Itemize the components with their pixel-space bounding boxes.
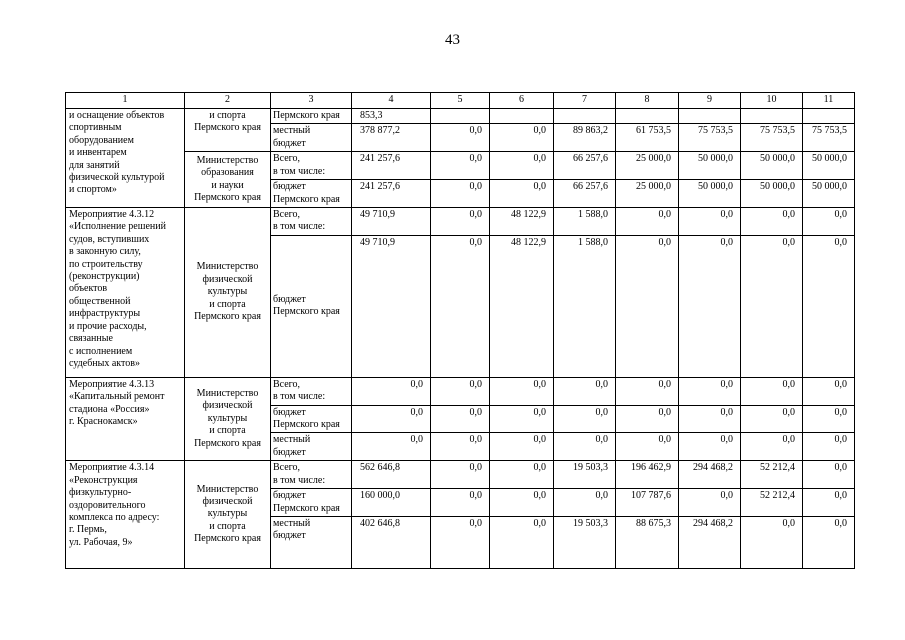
amount-cell: 50 000,0 xyxy=(803,152,855,180)
amount-cell: 0,0 xyxy=(490,152,554,180)
amount-cell: 0,0 xyxy=(352,433,431,461)
column-number: 9 xyxy=(679,93,741,109)
amount-cell: 160 000,0 xyxy=(352,489,431,517)
amount-cell: 241 257,6 xyxy=(352,180,431,208)
amount-cell: 50 000,0 xyxy=(803,180,855,208)
funding-source: Всего, в том числе: xyxy=(271,377,352,405)
executor-cell: Министерство физической культуры и спорта Пермского края xyxy=(185,208,271,378)
amount-cell xyxy=(490,109,554,124)
amount-cell: 0,0 xyxy=(616,405,679,433)
amount-cell: 0,0 xyxy=(490,180,554,208)
column-number: 11 xyxy=(803,93,855,109)
amount-cell: 0,0 xyxy=(741,405,803,433)
executor-cell: Министерство образования и науки Пермского края xyxy=(185,152,271,208)
amount-cell: 0,0 xyxy=(803,208,855,236)
amount-cell: 0,0 xyxy=(431,489,490,517)
amount-cell: 49 710,9 xyxy=(352,208,431,236)
financing-table xyxy=(65,92,855,569)
amount-cell: 0,0 xyxy=(431,235,490,377)
amount-cell: 0,0 xyxy=(741,208,803,236)
amount-cell: 0,0 xyxy=(741,433,803,461)
amount-cell xyxy=(616,109,679,124)
executor-cell: Министерство физической культуры и спорта Пермского края xyxy=(185,461,271,569)
amount-cell: 0,0 xyxy=(803,489,855,517)
column-number: 4 xyxy=(352,93,431,109)
funding-source: бюджет Пермского края xyxy=(271,180,352,208)
amount-cell: 0,0 xyxy=(679,235,741,377)
amount-cell: 0,0 xyxy=(431,516,490,568)
amount-cell: 48 122,9 xyxy=(490,208,554,236)
amount-cell: 294 468,2 xyxy=(679,516,741,568)
amount-cell: 52 212,4 xyxy=(741,461,803,489)
amount-cell: 75 753,5 xyxy=(741,124,803,152)
page-number: 43 xyxy=(445,32,460,48)
amount-cell: 49 710,9 xyxy=(352,235,431,377)
amount-cell: 0,0 xyxy=(679,377,741,405)
amount-cell: 0,0 xyxy=(431,180,490,208)
amount-cell: 0,0 xyxy=(741,516,803,568)
executor-cell: и спорта Пермского края xyxy=(185,109,271,152)
table-row xyxy=(66,109,855,124)
executor-cell: Министерство физической культуры и спорта Пермского края xyxy=(185,377,271,460)
amount-cell: 0,0 xyxy=(803,405,855,433)
amount-cell: 0,0 xyxy=(803,461,855,489)
event-description: Мероприятие 4.3.14 «Реконструкция физкультурно- оздоровительного комплекса по адресу: г. Пермь, ул. Рабочая, 9» xyxy=(66,461,185,569)
amount-cell: 0,0 xyxy=(490,461,554,489)
amount-cell: 0,0 xyxy=(554,377,616,405)
amount-cell: 50 000,0 xyxy=(741,152,803,180)
amount-cell: 0,0 xyxy=(616,433,679,461)
amount-cell xyxy=(431,109,490,124)
table-row xyxy=(66,208,855,236)
amount-cell: 0,0 xyxy=(490,516,554,568)
amount-cell: 0,0 xyxy=(803,377,855,405)
amount-cell: 241 257,6 xyxy=(352,152,431,180)
funding-source: местный бюджет xyxy=(271,433,352,461)
column-number: 10 xyxy=(741,93,803,109)
table-row xyxy=(66,152,855,180)
amount-cell: 19 503,3 xyxy=(554,516,616,568)
amount-cell: 50 000,0 xyxy=(741,180,803,208)
amount-cell xyxy=(741,109,803,124)
amount-cell xyxy=(803,109,855,124)
column-number: 3 xyxy=(271,93,352,109)
amount-cell: 0,0 xyxy=(431,461,490,489)
amount-cell: 1 588,0 xyxy=(554,235,616,377)
column-number: 6 xyxy=(490,93,554,109)
amount-cell: 0,0 xyxy=(490,489,554,517)
amount-cell: 52 212,4 xyxy=(741,489,803,517)
amount-cell: 0,0 xyxy=(490,433,554,461)
amount-cell: 0,0 xyxy=(803,235,855,377)
amount-cell: 0,0 xyxy=(554,405,616,433)
amount-cell: 0,0 xyxy=(554,489,616,517)
amount-cell: 0,0 xyxy=(431,377,490,405)
amount-cell: 196 462,9 xyxy=(616,461,679,489)
amount-cell: 89 863,2 xyxy=(554,124,616,152)
amount-cell: 0,0 xyxy=(679,208,741,236)
amount-cell: 0,0 xyxy=(352,405,431,433)
amount-cell: 0,0 xyxy=(741,377,803,405)
amount-cell: 48 122,9 xyxy=(490,235,554,377)
table-row xyxy=(66,377,855,405)
amount-cell: 25 000,0 xyxy=(616,152,679,180)
amount-cell: 0,0 xyxy=(490,377,554,405)
amount-cell: 0,0 xyxy=(431,405,490,433)
amount-cell xyxy=(554,109,616,124)
funding-source: Всего, в том числе: xyxy=(271,152,352,180)
amount-cell: 19 503,3 xyxy=(554,461,616,489)
amount-cell: 25 000,0 xyxy=(616,180,679,208)
amount-cell: 853,3 xyxy=(352,109,431,124)
amount-cell: 0,0 xyxy=(490,124,554,152)
amount-cell: 0,0 xyxy=(431,124,490,152)
amount-cell: 402 646,8 xyxy=(352,516,431,568)
funding-source: местный бюджет xyxy=(271,516,352,568)
amount-cell: 378 877,2 xyxy=(352,124,431,152)
amount-cell: 88 675,3 xyxy=(616,516,679,568)
funding-source: бюджет Пермского края xyxy=(271,489,352,517)
amount-cell: 562 646,8 xyxy=(352,461,431,489)
event-description: Мероприятие 4.3.13 «Капитальный ремонт стадиона «Россия» г. Краснокамск» xyxy=(66,377,185,460)
amount-cell: 75 753,5 xyxy=(679,124,741,152)
amount-cell: 107 787,6 xyxy=(616,489,679,517)
amount-cell: 66 257,6 xyxy=(554,152,616,180)
column-number: 8 xyxy=(616,93,679,109)
funding-source: Пермского края xyxy=(271,109,352,124)
amount-cell: 0,0 xyxy=(431,152,490,180)
amount-cell: 294 468,2 xyxy=(679,461,741,489)
amount-cell: 0,0 xyxy=(679,405,741,433)
amount-cell: 0,0 xyxy=(616,377,679,405)
column-number: 5 xyxy=(431,93,490,109)
funding-source: бюджет Пермского края xyxy=(271,235,352,377)
event-description: и оснащение объектов спортивным оборудованием и инвентарем для занятий физической культурой и спортом» xyxy=(66,109,185,208)
amount-cell: 0,0 xyxy=(741,235,803,377)
amount-cell: 75 753,5 xyxy=(803,124,855,152)
amount-cell: 66 257,6 xyxy=(554,180,616,208)
amount-cell: 50 000,0 xyxy=(679,152,741,180)
amount-cell: 0,0 xyxy=(431,208,490,236)
amount-cell: 0,0 xyxy=(431,433,490,461)
amount-cell: 0,0 xyxy=(554,433,616,461)
amount-cell: 1 588,0 xyxy=(554,208,616,236)
amount-cell xyxy=(679,109,741,124)
funding-source: бюджет Пермского края xyxy=(271,405,352,433)
table-row xyxy=(66,461,855,489)
funding-source: Всего, в том числе: xyxy=(271,208,352,236)
funding-source: Всего, в том числе: xyxy=(271,461,352,489)
amount-cell: 0,0 xyxy=(679,433,741,461)
amount-cell: 0,0 xyxy=(803,516,855,568)
amount-cell: 0,0 xyxy=(616,235,679,377)
amount-cell: 50 000,0 xyxy=(679,180,741,208)
amount-cell: 0,0 xyxy=(803,433,855,461)
amount-cell: 0,0 xyxy=(616,208,679,236)
funding-source: местный бюджет xyxy=(271,124,352,152)
amount-cell: 0,0 xyxy=(352,377,431,405)
amount-cell: 61 753,5 xyxy=(616,124,679,152)
event-description: Мероприятие 4.3.12 «Исполнение решений судов, вступивших в законную силу, по строительству (реконструкции) объектов общественной инфраструктуры и прочие расходы, связанные с исполнением судебных актов» xyxy=(66,208,185,378)
amount-cell: 0,0 xyxy=(490,405,554,433)
column-number: 7 xyxy=(554,93,616,109)
column-number: 1 xyxy=(66,93,185,109)
column-number-row xyxy=(66,93,855,109)
amount-cell: 0,0 xyxy=(679,489,741,517)
column-number: 2 xyxy=(185,93,271,109)
